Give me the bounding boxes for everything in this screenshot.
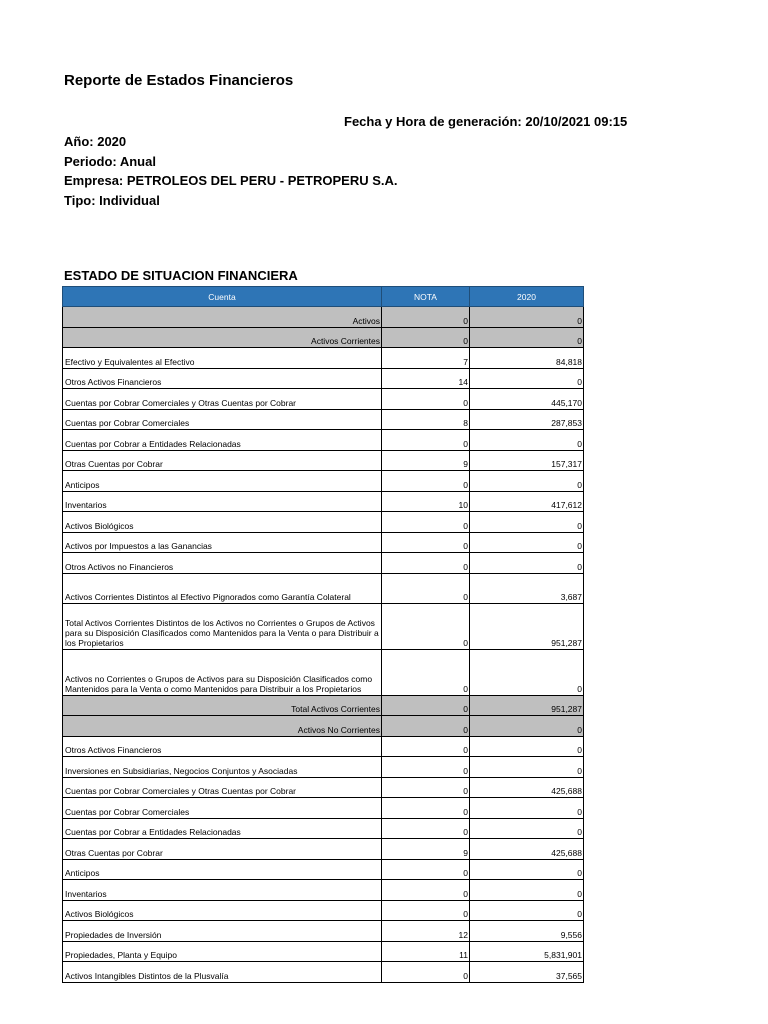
cell-nota: 0 xyxy=(382,603,470,649)
table-row xyxy=(63,491,584,512)
cell-nota: 0 xyxy=(382,649,470,695)
cell-valor: 287,853 xyxy=(470,409,584,430)
table-row xyxy=(63,603,584,649)
cell-valor: 445,170 xyxy=(470,389,584,410)
table-row xyxy=(63,409,584,430)
cell-cuenta: Activos no Corrientes o Grupos de Activos para su Disposición Clasificados como Mantenidos para la Venta o como Mantenidos para Distribuir a los Propietarios xyxy=(63,649,382,695)
cell-cuenta: Cuentas por Cobrar Comerciales y Otras Cuentas por Cobrar xyxy=(63,777,382,798)
cell-valor: 425,688 xyxy=(470,839,584,860)
table-row xyxy=(63,962,584,983)
cell-valor: 0 xyxy=(470,430,584,451)
cell-valor: 951,287 xyxy=(470,603,584,649)
cell-nota: 0 xyxy=(382,532,470,553)
cell-valor: 84,818 xyxy=(470,348,584,369)
column-header-nota: NOTA xyxy=(382,287,470,307)
financial-position-table xyxy=(62,286,584,983)
cell-nota: 9 xyxy=(382,839,470,860)
cell-cuenta: Otras Cuentas por Cobrar xyxy=(63,839,382,860)
cell-nota: 0 xyxy=(382,818,470,839)
cell-valor: 0 xyxy=(470,900,584,921)
cell-valor: 0 xyxy=(470,757,584,778)
table-row xyxy=(63,839,584,860)
cell-cuenta: Cuentas por Cobrar Comerciales y Otras Cuentas por Cobrar xyxy=(63,389,382,410)
cell-valor: 0 xyxy=(470,471,584,492)
cell-nota: 0 xyxy=(382,307,470,328)
cell-valor: 5,831,901 xyxy=(470,941,584,962)
cell-valor: 0 xyxy=(470,736,584,757)
cell-nota: 8 xyxy=(382,409,470,430)
cell-valor: 3,687 xyxy=(470,573,584,603)
cell-nota: 9 xyxy=(382,450,470,471)
cell-valor: 0 xyxy=(470,716,584,737)
cell-valor: 0 xyxy=(470,798,584,819)
meta-company: Empresa: PETROLEOS DEL PERU - PETROPERU S.A. xyxy=(64,173,398,188)
cell-valor: 0 xyxy=(470,532,584,553)
cell-nota: 0 xyxy=(382,430,470,451)
cell-nota: 0 xyxy=(382,553,470,574)
cell-cuenta: Cuentas por Cobrar Comerciales xyxy=(63,798,382,819)
meta-year: Año: 2020 xyxy=(64,134,127,149)
cell-valor: 0 xyxy=(470,368,584,389)
section-title: ESTADO DE SITUACION FINANCIERA xyxy=(64,268,298,283)
cell-cuenta: Total Activos Corrientes xyxy=(63,695,382,716)
cell-valor: 0 xyxy=(470,859,584,880)
cell-cuenta: Cuentas por Cobrar a Entidades Relacionadas xyxy=(63,430,382,451)
cell-cuenta: Anticipos xyxy=(63,471,382,492)
report-meta xyxy=(64,132,398,210)
cell-cuenta: Activos por Impuestos a las Ganancias xyxy=(63,532,382,553)
column-header-year: 2020 xyxy=(470,287,584,307)
cell-valor: 0 xyxy=(470,307,584,328)
cell-cuenta: Otros Activos no Financieros xyxy=(63,553,382,574)
cell-valor: 417,612 xyxy=(470,491,584,512)
table-row xyxy=(63,512,584,533)
table-row xyxy=(63,777,584,798)
cell-cuenta: Cuentas por Cobrar a Entidades Relacionadas xyxy=(63,818,382,839)
cell-cuenta: Cuentas por Cobrar Comerciales xyxy=(63,409,382,430)
cell-cuenta: Total Activos Corrientes Distintos de los Activos no Corrientes o Grupos de Activos para su Disposición Clasificados como Mantenidos para la Venta o para Distribuir a los Propietarios xyxy=(63,603,382,649)
column-header-cuenta: Cuenta xyxy=(63,287,382,307)
cell-cuenta: Inversiones en Subsidiarias, Negocios Conjuntos y Asociadas xyxy=(63,757,382,778)
cell-cuenta: Propiedades de Inversión xyxy=(63,921,382,942)
cell-nota: 0 xyxy=(382,736,470,757)
cell-cuenta: Otros Activos Financieros xyxy=(63,736,382,757)
cell-cuenta: Activos Corrientes xyxy=(63,327,382,348)
cell-cuenta: Otros Activos Financieros xyxy=(63,368,382,389)
cell-valor: 9,556 xyxy=(470,921,584,942)
cell-valor: 0 xyxy=(470,512,584,533)
report-title: Reporte de Estados Financieros xyxy=(64,72,294,89)
cell-cuenta: Activos Intangibles Distintos de la Plusvalía xyxy=(63,962,382,983)
cell-cuenta: Anticipos xyxy=(63,859,382,880)
cell-valor: 951,287 xyxy=(470,695,584,716)
cell-cuenta: Activos Biológicos xyxy=(63,900,382,921)
cell-nota: 0 xyxy=(382,962,470,983)
cell-nota: 0 xyxy=(382,757,470,778)
cell-nota: 0 xyxy=(382,880,470,901)
cell-valor: 425,688 xyxy=(470,777,584,798)
cell-valor: 0 xyxy=(470,553,584,574)
table-row xyxy=(63,941,584,962)
table-row xyxy=(63,471,584,492)
cell-nota: 0 xyxy=(382,573,470,603)
cell-cuenta: Activos xyxy=(63,307,382,328)
table-row xyxy=(63,880,584,901)
table-row xyxy=(63,450,584,471)
table-row xyxy=(63,649,584,695)
cell-nota: 14 xyxy=(382,368,470,389)
cell-cuenta: Efectivo y Equivalentes al Efectivo xyxy=(63,348,382,369)
table-row xyxy=(63,573,584,603)
table-row xyxy=(63,859,584,880)
table-row xyxy=(63,430,584,451)
cell-valor: 0 xyxy=(470,649,584,695)
generation-timestamp: Fecha y Hora de generación: 20/10/2021 09:15 xyxy=(344,114,628,129)
table-row xyxy=(63,695,584,716)
cell-nota: 0 xyxy=(382,859,470,880)
meta-period: Periodo: Anual xyxy=(64,153,156,169)
cell-valor: 0 xyxy=(470,818,584,839)
cell-nota: 0 xyxy=(382,716,470,737)
table-row xyxy=(63,327,584,348)
table-row xyxy=(63,348,584,369)
cell-nota: 12 xyxy=(382,921,470,942)
cell-valor: 157,317 xyxy=(470,450,584,471)
table-row xyxy=(63,389,584,410)
cell-cuenta: Activos No Corrientes xyxy=(63,716,382,737)
table-row xyxy=(63,716,584,737)
cell-nota: 0 xyxy=(382,512,470,533)
cell-cuenta: Inventarios xyxy=(63,880,382,901)
table-row xyxy=(63,368,584,389)
cell-nota: 0 xyxy=(382,798,470,819)
table-header-row xyxy=(63,287,584,307)
cell-nota: 0 xyxy=(382,777,470,798)
table-row xyxy=(63,532,584,553)
cell-nota: 0 xyxy=(382,695,470,716)
cell-nota: 11 xyxy=(382,941,470,962)
cell-cuenta: Activos Biológicos xyxy=(63,512,382,533)
cell-valor: 37,565 xyxy=(470,962,584,983)
cell-nota: 0 xyxy=(382,471,470,492)
cell-nota: 7 xyxy=(382,348,470,369)
cell-valor: 0 xyxy=(470,327,584,348)
cell-nota: 0 xyxy=(382,900,470,921)
cell-nota: 10 xyxy=(382,491,470,512)
table-row xyxy=(63,736,584,757)
table-row xyxy=(63,757,584,778)
cell-cuenta: Otras Cuentas por Cobrar xyxy=(63,450,382,471)
cell-cuenta: Inventarios xyxy=(63,491,382,512)
table-row xyxy=(63,798,584,819)
cell-cuenta: Propiedades, Planta y Equipo xyxy=(63,941,382,962)
table-row xyxy=(63,553,584,574)
cell-valor: 0 xyxy=(470,880,584,901)
table-row xyxy=(63,307,584,328)
cell-cuenta: Activos Corrientes Distintos al Efectivo Pignorados como Garantía Colateral xyxy=(63,573,382,603)
cell-nota: 0 xyxy=(382,389,470,410)
table-row xyxy=(63,818,584,839)
cell-nota: 0 xyxy=(382,327,470,348)
meta-type: Tipo: Individual xyxy=(64,192,160,208)
table-row xyxy=(63,921,584,942)
table-row xyxy=(63,900,584,921)
